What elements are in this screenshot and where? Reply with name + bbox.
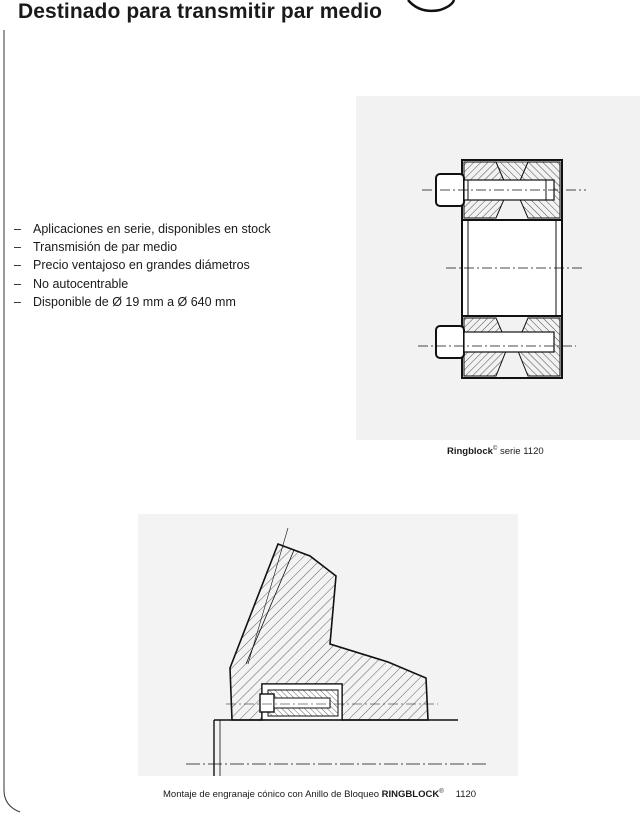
copyright-mark: ©: [492, 446, 498, 452]
feature-text: Transmisión de par medio: [33, 240, 178, 255]
bullet-dash: –: [14, 258, 21, 273]
caption-brand: RINGBLOCK: [381, 789, 440, 801]
list-item: [14, 275, 271, 293]
feature-text: Precio ventajoso en grandes diámetros: [33, 258, 250, 273]
ringblock-cross-section-drawing: [356, 96, 640, 440]
figure2-caption: [163, 789, 476, 800]
bullet-dash: –: [14, 240, 21, 255]
bullet-dash: –: [14, 276, 21, 291]
caption-text: Montaje de engranaje cónico con Anillo de Bloqueo: [163, 789, 382, 801]
page-edge-line: [2, 0, 22, 814]
feature-text: No autocentrable: [33, 276, 129, 291]
bevel-gear-assembly-drawing: [138, 514, 518, 776]
logo-arc-fragment: [400, 0, 460, 20]
list-item: [14, 220, 271, 238]
list-item: [14, 256, 271, 274]
caption-brand: Ringblock: [447, 446, 493, 458]
list-item: [14, 293, 271, 311]
bullet-dash: –: [14, 294, 21, 309]
feature-text: Aplicaciones en serie, disponibles en stock: [33, 222, 271, 236]
registered-mark: ®: [439, 789, 444, 795]
list-item: [14, 238, 271, 256]
feature-text: Disponible de Ø 19 mm a Ø 640 mm: [33, 294, 236, 309]
page-title: Destinado para transmitir par medio: [18, 0, 383, 23]
bullet-dash: –: [14, 222, 21, 236]
figure1-caption: [447, 446, 544, 457]
feature-list: [14, 220, 271, 311]
caption-text: serie 1120: [497, 446, 544, 458]
figure-number: 1120: [455, 789, 477, 801]
